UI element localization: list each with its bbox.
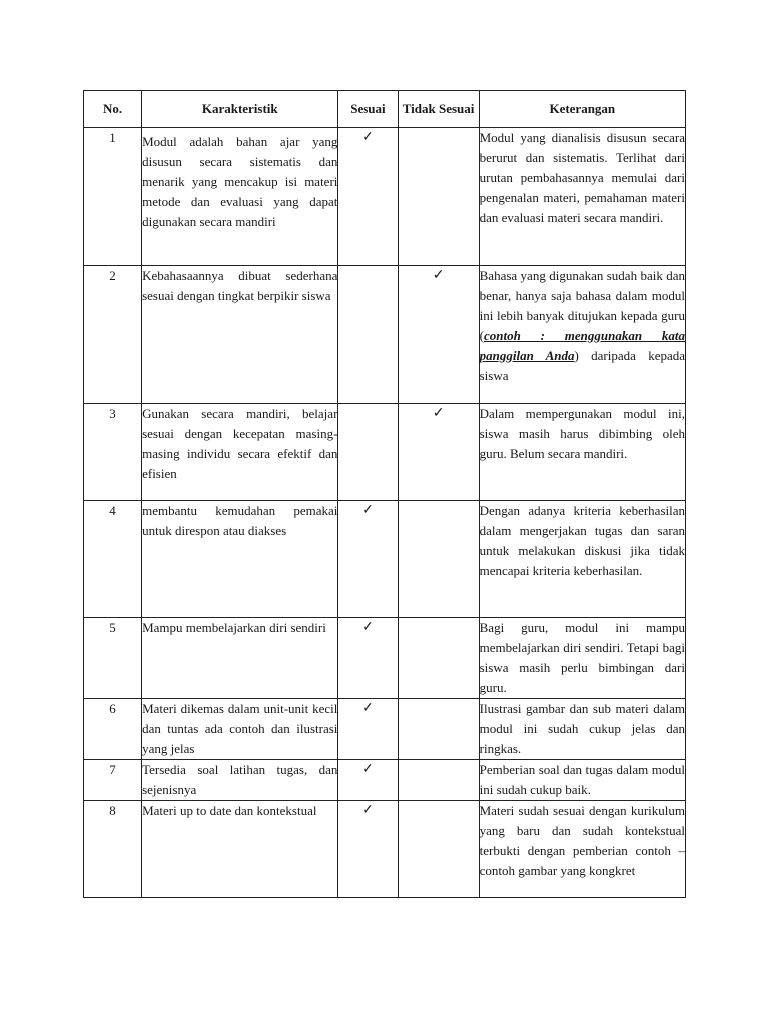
characteristic-cell: Materi dikemas dalam unit-unit kecil dan tuntas ada contoh dan ilustrasi yang jelas xyxy=(142,699,338,760)
characteristic-cell: Gunakan secara mandiri, belajar sesuai dengan kecepatan masing-masing individu secara efektif dan efisien xyxy=(142,404,338,501)
header-row xyxy=(84,91,686,128)
table-row xyxy=(84,266,686,404)
keterangan-cell: Bagi guru, modul ini mampu membelajarkan diri sendiri. Tetapi bagi siswa masih perlu bimbingan dari guru. xyxy=(479,618,685,699)
check-mark-icon: ✓ xyxy=(362,620,374,635)
row-number: 3 xyxy=(84,404,142,501)
row-number: 6 xyxy=(84,699,142,760)
check-mark-icon: ✓ xyxy=(362,130,374,145)
characteristic-cell: Tersedia soal latihan tugas, dan sejenisnya xyxy=(142,760,338,801)
header-no: No. xyxy=(84,91,142,128)
characteristic-cell: Mampu membelajarkan diri sendiri xyxy=(142,618,338,699)
row-number: 4 xyxy=(84,501,142,618)
characteristic-cell: Modul adalah bahan ajar yang disusun secara sistematis dan menarik yang mencakup isi materi metode dan evaluasi yang dapat digunakan secara mandiri xyxy=(142,128,338,266)
check-mark-icon: ✓ xyxy=(432,268,445,283)
row-number: 5 xyxy=(84,618,142,699)
characteristic-cell: membantu kemudahan pemakai untuk direspon atau diakses xyxy=(142,501,338,618)
header-keterangan: Keterangan xyxy=(479,91,685,128)
sesuai-cell xyxy=(338,266,398,404)
table-row xyxy=(84,618,686,699)
sesuai-cell xyxy=(338,404,398,501)
tidak-sesuai-cell xyxy=(398,801,479,898)
table-row xyxy=(84,128,686,266)
evaluation-table xyxy=(83,90,686,898)
check-mark-icon: ✓ xyxy=(362,762,374,777)
keterangan-cell: Pemberian soal dan tugas dalam modul ini sudah cukup baik. xyxy=(479,760,685,801)
row-number: 7 xyxy=(84,760,142,801)
sesuai-cell xyxy=(338,618,398,699)
characteristic-cell: Materi up to date dan kontekstual xyxy=(142,801,338,898)
keterangan-cell: Bahasa yang digunakan sudah baik dan benar, hanya saja bahasa dalam modul ini lebih banyak ditujukan kepada guru (contoh : menggunakan kata panggilan Anda) daripada kepada siswa xyxy=(479,266,685,404)
sesuai-cell xyxy=(338,501,398,618)
tidak-sesuai-cell xyxy=(398,760,479,801)
keterangan-cell: Modul yang dianalisis disusun secara berurut dan sistematis. Terlihat dari urutan pembahasannya memulai dari pengenalan materi, pemahaman materi dan evaluasi materi secara mandiri. xyxy=(479,128,685,266)
check-mark-icon: ✓ xyxy=(362,503,374,518)
table-row xyxy=(84,404,686,501)
row-number: 2 xyxy=(84,266,142,404)
header-tidak-sesuai: Tidak Sesuai xyxy=(398,91,479,128)
check-mark-icon: ✓ xyxy=(432,406,445,421)
sesuai-cell xyxy=(338,699,398,760)
keterangan-cell: Dengan adanya kriteria keberhasilan dalam mengerjakan tugas dan saran untuk melakukan diskusi jika tidak mencapai kriteria keberhasilan. xyxy=(479,501,685,618)
check-mark-icon: ✓ xyxy=(362,803,374,818)
tidak-sesuai-cell xyxy=(398,501,479,618)
sesuai-cell xyxy=(338,128,398,266)
table-row xyxy=(84,501,686,618)
keterangan-cell: Ilustrasi gambar dan sub materi dalam modul ini sudah cukup jelas dan ringkas. xyxy=(479,699,685,760)
sesuai-cell xyxy=(338,801,398,898)
keterangan-cell: Dalam mempergunakan modul ini, siswa masih harus dibimbing oleh guru. Belum secara mandiri. xyxy=(479,404,685,501)
sesuai-cell xyxy=(338,760,398,801)
table-row xyxy=(84,699,686,760)
header-sesuai: Sesuai xyxy=(338,91,398,128)
row-number: 1 xyxy=(84,128,142,266)
tidak-sesuai-cell xyxy=(398,699,479,760)
tidak-sesuai-cell xyxy=(398,266,479,404)
table-row xyxy=(84,760,686,801)
tidak-sesuai-cell xyxy=(398,618,479,699)
tidak-sesuai-cell xyxy=(398,128,479,266)
keterangan-cell: Materi sudah sesuai dengan kurikulum yang baru dan sudah kontekstual terbukti dengan pemberian contoh – contoh gambar yang kongkret xyxy=(479,801,685,898)
table-row xyxy=(84,801,686,898)
header-karakteristik: Karakteristik xyxy=(142,91,338,128)
characteristic-cell: Kebahasaannya dibuat sederhana sesuai dengan tingkat berpikir siswa xyxy=(142,266,338,404)
check-mark-icon: ✓ xyxy=(362,701,374,716)
tidak-sesuai-cell xyxy=(398,404,479,501)
row-number: 8 xyxy=(84,801,142,898)
